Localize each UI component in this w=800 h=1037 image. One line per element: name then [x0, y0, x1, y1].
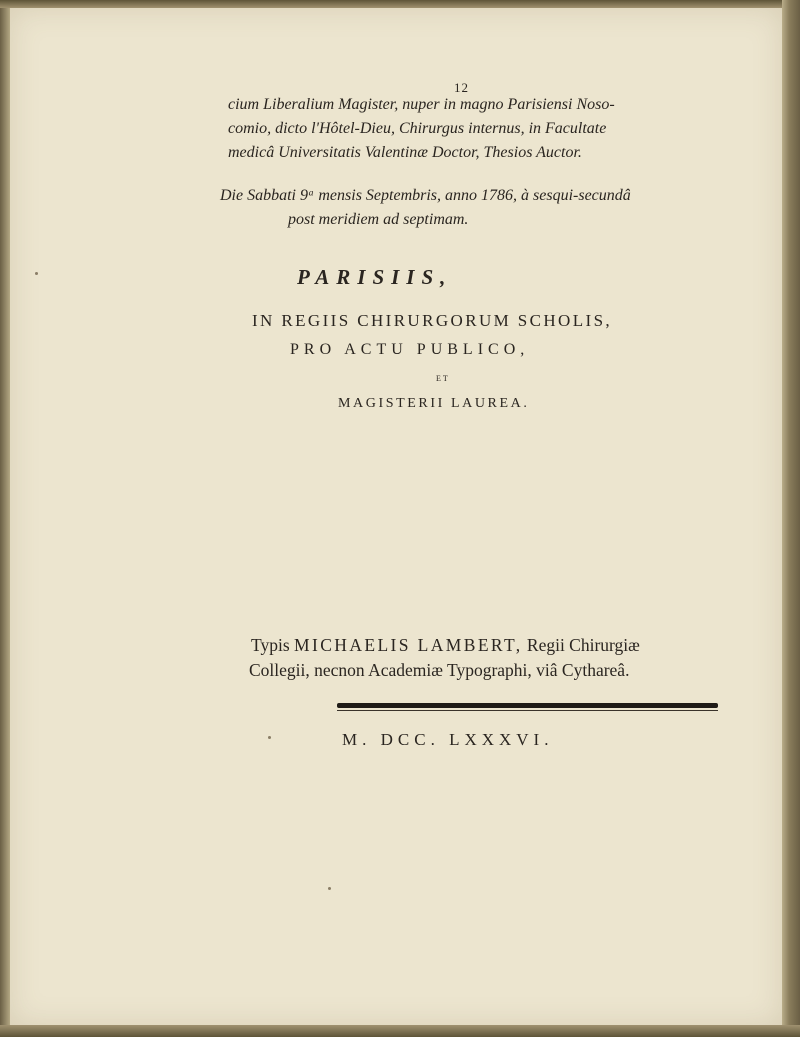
- date-line-2: post meridiem ad septimam.: [288, 211, 469, 228]
- page-number: 12: [454, 80, 469, 95]
- ornamental-rule-thin: [337, 710, 718, 711]
- description-line-1: cium Liberalium Magister, nuper in magno Parisiensi Noso-: [228, 96, 615, 113]
- purpose-line: PRO ACTU PUBLICO,: [290, 341, 530, 358]
- printer-prefix: Typis: [251, 635, 290, 655]
- printer-suffix: Regii Chirurgiæ: [526, 635, 640, 655]
- page-edge-right: [782, 0, 800, 1037]
- paper-speck: [328, 887, 331, 890]
- page-edge-bottom: [0, 1025, 800, 1037]
- paper-speck: [268, 736, 271, 739]
- printer-line-2: Collegii, necnon Academiæ Typographi, viâ Cythareâ.: [249, 660, 630, 680]
- place-heading: PARISIIS,: [297, 265, 453, 289]
- description-line-2: comio, dicto l'Hôtel-Dieu, Chirurgus internus, in Facultate: [228, 120, 607, 137]
- venue-line: IN REGIIS CHIRURGORUM SCHOLIS,: [252, 311, 613, 330]
- date-line-1: Die Sabbati 9ᵃ mensis Septembris, anno 1786, à sesqui-secundâ: [220, 187, 631, 204]
- paper-speck: [35, 272, 38, 275]
- degree-line: MAGISTERII LAUREA.: [338, 396, 530, 411]
- printer-name: MICHAELIS LAMBERT,: [294, 635, 523, 655]
- page-edge-left: [0, 0, 10, 1037]
- description-line-3: medicâ Universitatis Valentinæ Doctor, Thesios Auctor.: [228, 144, 582, 161]
- publication-year: M. DCC. LXXXVI.: [342, 730, 554, 749]
- page-edge-top: [0, 0, 800, 8]
- ornamental-rule: [337, 703, 718, 708]
- conjunction: ET: [436, 374, 450, 383]
- printer-line-1: [251, 635, 640, 656]
